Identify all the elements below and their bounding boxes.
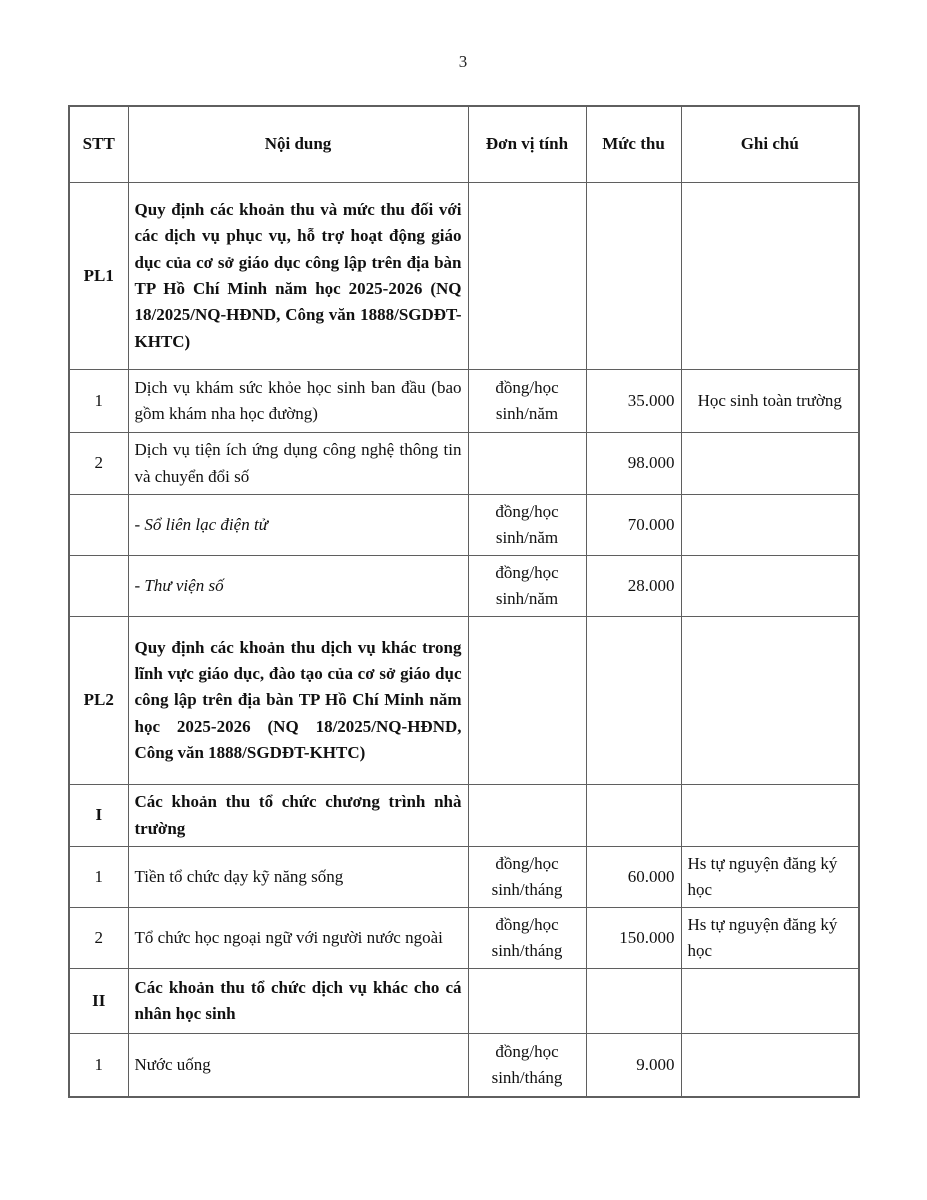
cell-note (681, 785, 859, 847)
cell-stt: II (69, 969, 128, 1034)
cell-content: - Thư viện số (128, 556, 468, 617)
cell-note: Học sinh toàn trường (681, 370, 859, 433)
cell-content: Quy định các khoản thu và mức thu đối với các dịch vụ phục vụ, hỗ trợ hoạt động giáo dục của cơ sở giáo dục công lập trên địa bàn TP Hồ Chí Minh năm học 2025-2026 (NQ 18/2025/NQ-HĐND, Công văn 1888/SGDĐT-KHTC) (128, 183, 468, 370)
table-row-section-ii (69, 969, 859, 1034)
table-row (69, 908, 859, 969)
cell-stt (69, 495, 128, 556)
cell-content: Dịch vụ tiện ích ứng dụng công nghệ thông tin và chuyển đổi số (128, 433, 468, 495)
cell-content: Quy định các khoản thu dịch vụ khác trong lĩnh vực giáo dục, đào tạo của cơ sở giáo dục công lập trên địa bàn TP Hồ Chí Minh năm học 2025-2026 (NQ 18/2025/NQ-HĐND, Công văn 1888/SGDĐT-KHTC) (128, 617, 468, 785)
cell-amount: 60.000 (586, 847, 681, 908)
cell-content: Dịch vụ khám sức khỏe học sinh ban đầu (bao gồm khám nha học đường) (128, 370, 468, 433)
cell-stt: PL2 (69, 617, 128, 785)
cell-amount: 98.000 (586, 433, 681, 495)
column-header-ghi-chu: Ghi chú (681, 106, 859, 183)
cell-note: Hs tự nguyện đăng ký học (681, 908, 859, 969)
column-header-stt: STT (69, 106, 128, 183)
cell-unit: đồng/học sinh/tháng (468, 847, 586, 908)
cell-unit: đồng/học sinh/năm (468, 495, 586, 556)
cell-content: Các khoản thu tổ chức dịch vụ khác cho cá nhân học sinh (128, 969, 468, 1034)
table-header-row (69, 106, 859, 183)
cell-amount: 35.000 (586, 370, 681, 433)
table-row-pl2 (69, 617, 859, 785)
cell-content: - Sổ liên lạc điện tử (128, 495, 468, 556)
cell-amount: 9.000 (586, 1034, 681, 1098)
cell-note (681, 556, 859, 617)
cell-stt: 2 (69, 433, 128, 495)
cell-content: Các khoản thu tổ chức chương trình nhà trường (128, 785, 468, 847)
column-header-don-vi-tinh: Đơn vị tính (468, 106, 586, 183)
cell-note (681, 183, 859, 370)
table-row-pl1 (69, 183, 859, 370)
cell-stt (69, 556, 128, 617)
cell-content: Nước uống (128, 1034, 468, 1098)
cell-amount (586, 969, 681, 1034)
cell-note (681, 1034, 859, 1098)
table-row (69, 1034, 859, 1098)
cell-note (681, 617, 859, 785)
cell-unit (468, 433, 586, 495)
cell-unit: đồng/học sinh/năm (468, 556, 586, 617)
cell-note: Hs tự nguyện đăng ký học (681, 847, 859, 908)
cell-content: Tiền tổ chức dạy kỹ năng sống (128, 847, 468, 908)
table-row (69, 495, 859, 556)
column-header-noi-dung: Nội dung (128, 106, 468, 183)
cell-unit: đồng/học sinh/tháng (468, 908, 586, 969)
cell-amount (586, 785, 681, 847)
table-row (69, 847, 859, 908)
cell-amount (586, 183, 681, 370)
table-row (69, 556, 859, 617)
table-row (69, 433, 859, 495)
cell-stt: I (69, 785, 128, 847)
cell-stt: 1 (69, 1034, 128, 1098)
cell-stt: PL1 (69, 183, 128, 370)
cell-amount (586, 617, 681, 785)
cell-note (681, 433, 859, 495)
cell-amount: 150.000 (586, 908, 681, 969)
cell-content: Tổ chức học ngoại ngữ với người nước ngoài (128, 908, 468, 969)
cell-unit: đồng/học sinh/tháng (468, 1034, 586, 1098)
cell-unit (468, 785, 586, 847)
cell-unit (468, 183, 586, 370)
cell-unit (468, 617, 586, 785)
cell-note (681, 495, 859, 556)
column-header-muc-thu: Mức thu (586, 106, 681, 183)
table-row (69, 370, 859, 433)
page-number: 3 (458, 52, 468, 71)
cell-amount: 70.000 (586, 495, 681, 556)
cell-amount: 28.000 (586, 556, 681, 617)
table-row-section-i (69, 785, 859, 847)
cell-stt: 2 (69, 908, 128, 969)
cell-stt: 1 (69, 370, 128, 433)
cell-unit (468, 969, 586, 1034)
cell-unit: đồng/học sinh/năm (468, 370, 586, 433)
cell-note (681, 969, 859, 1034)
fee-table (68, 105, 860, 1098)
cell-stt: 1 (69, 847, 128, 908)
